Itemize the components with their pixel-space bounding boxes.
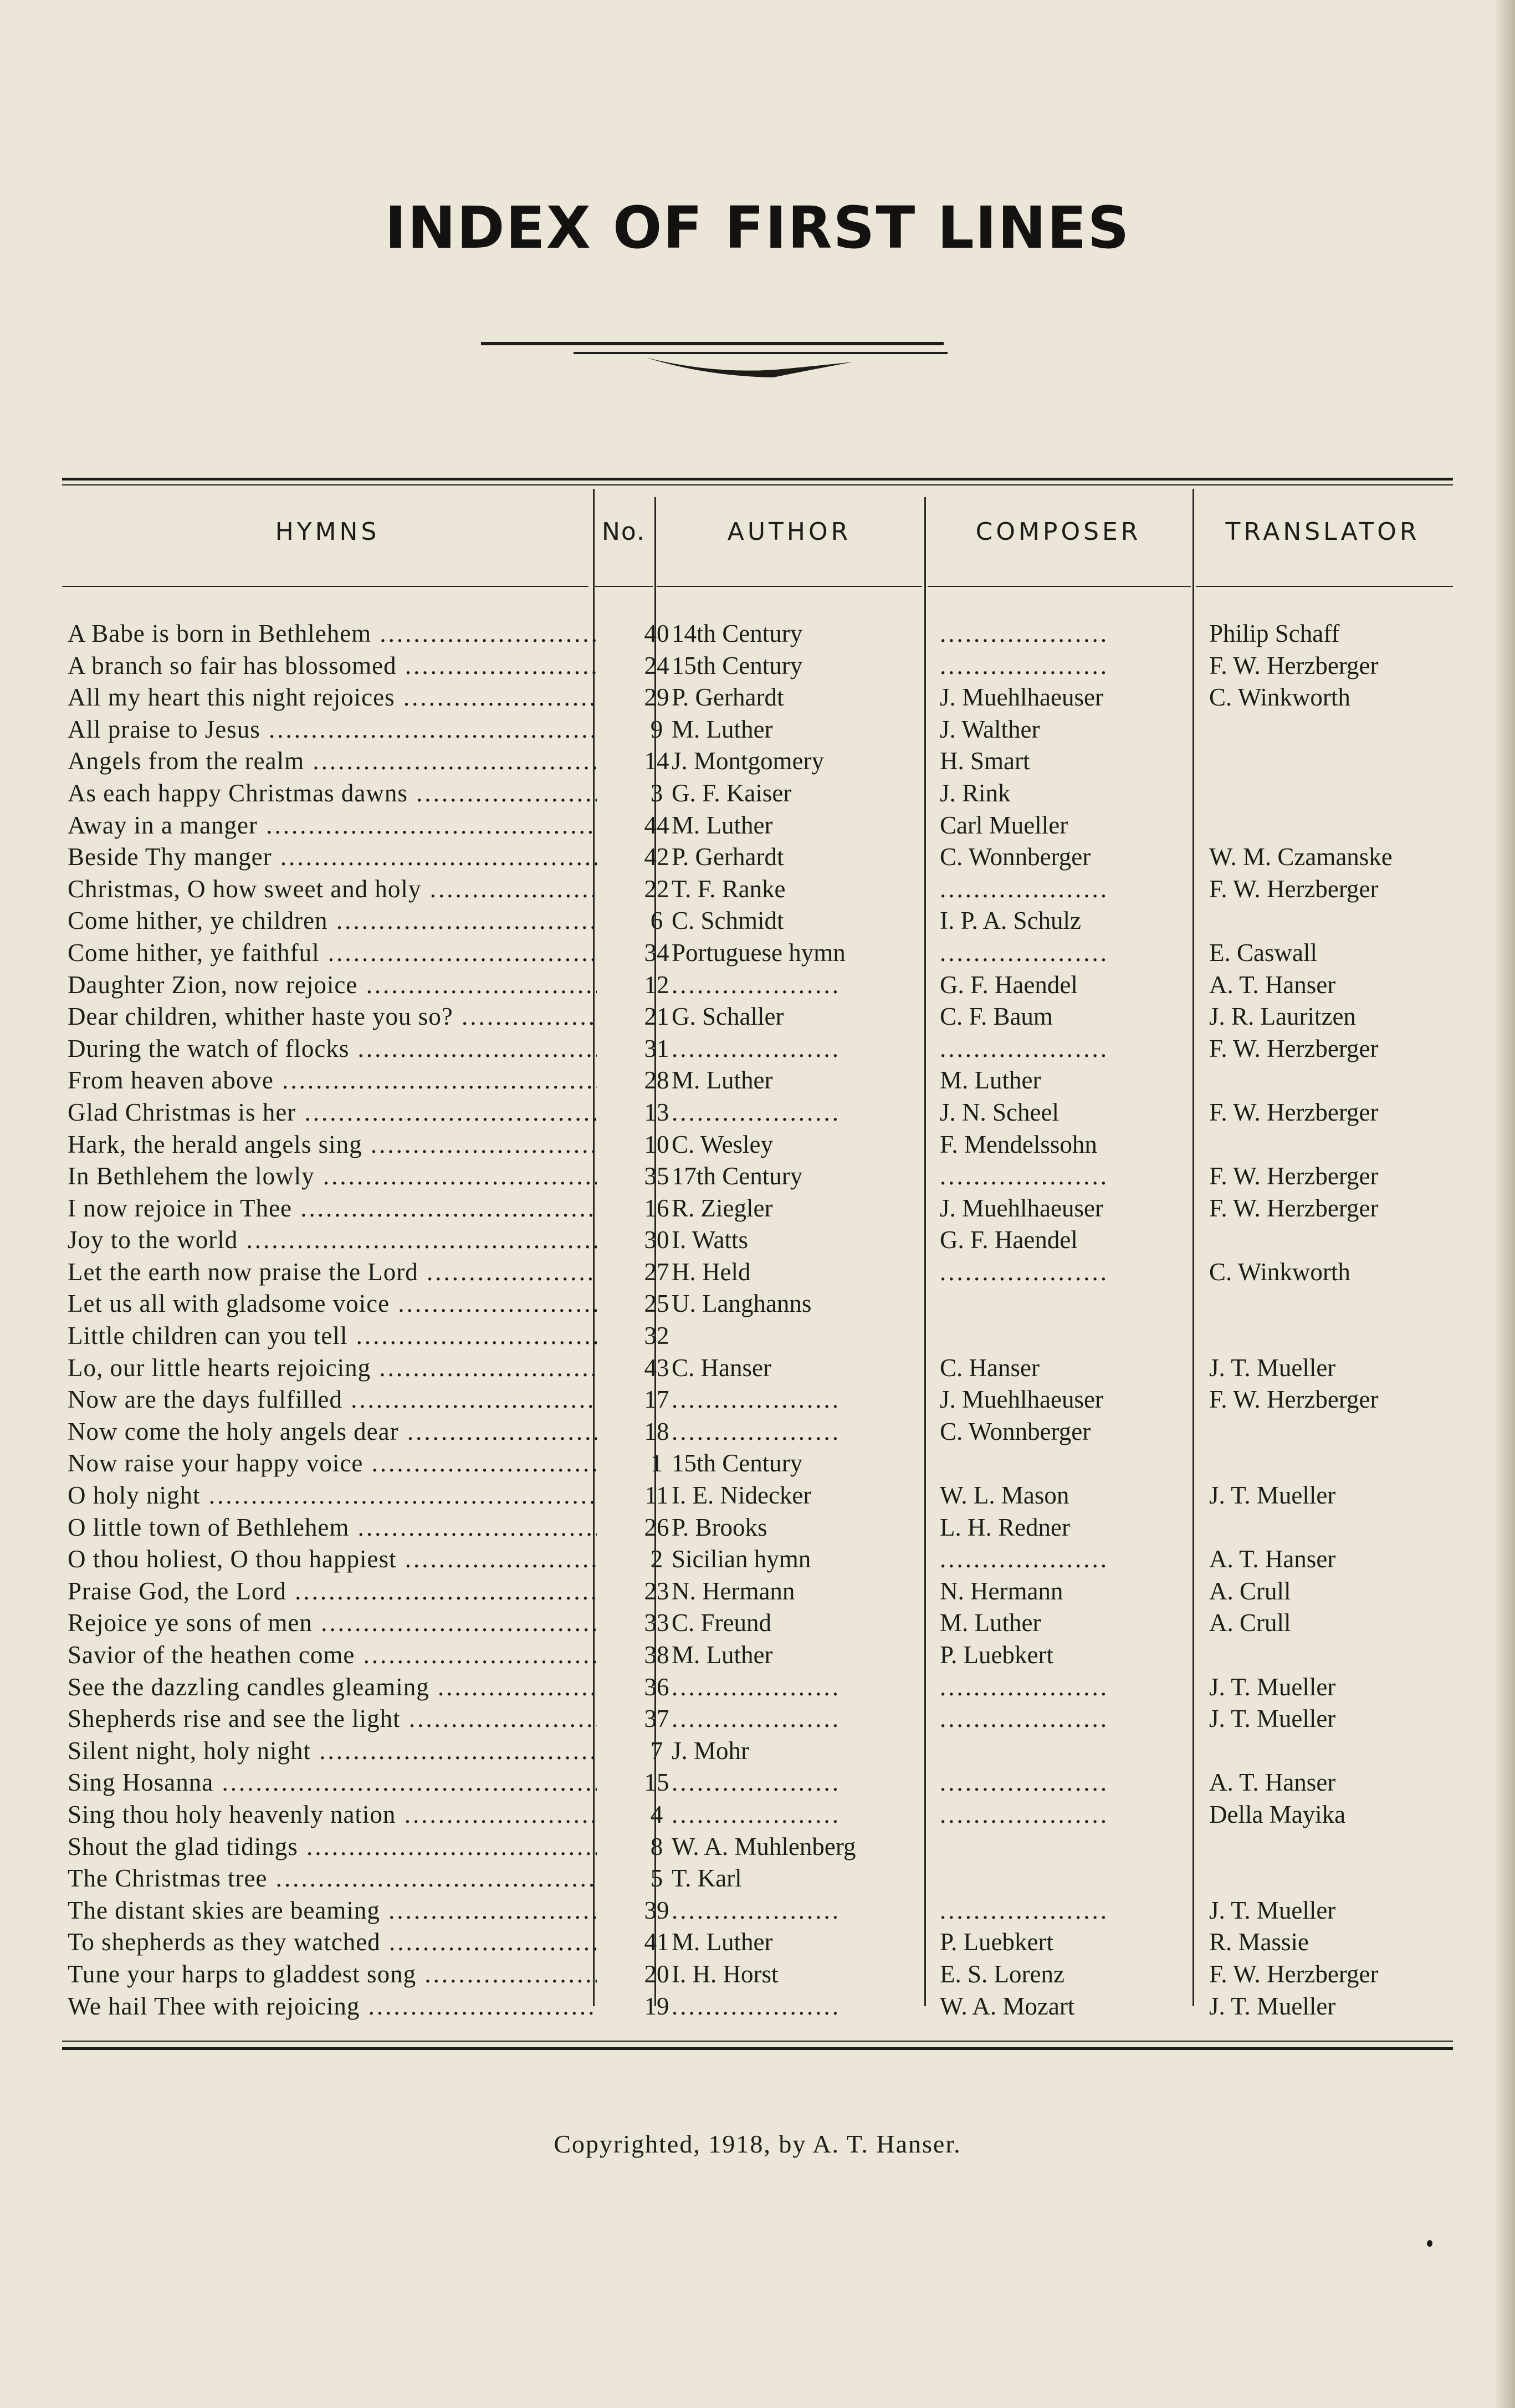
translator-cell: F. W. Herzberger (1209, 1098, 1379, 1126)
hymn-cell: Silent night, holy night ..... (68, 1735, 597, 1767)
table-top-rule (62, 478, 1453, 480)
number-cell: 9 (650, 715, 663, 743)
hymn-cell: The Christmas tree ..... (68, 1863, 597, 1895)
author-cell: .................... (672, 1098, 841, 1126)
hymn-cell: Now are the days fulfilled ..... (68, 1384, 597, 1416)
composer-cell: J. N. Scheel (940, 1098, 1059, 1126)
number-cell: 44 (644, 811, 669, 839)
table-row (62, 1959, 1453, 1991)
composer-cell: J. Rink (940, 779, 1011, 807)
page-title: INDEX OF FIRST LINES (385, 194, 1130, 262)
hymn-cell: In Bethlehem the lowly ..... (68, 1160, 597, 1193)
number-cell: 43 (644, 1353, 669, 1382)
translator-cell: E. Caswall (1209, 938, 1317, 967)
translator-cell: A. Crull (1209, 1609, 1291, 1637)
translator-cell: A. Crull (1209, 1577, 1291, 1605)
table-bottom-rule-thin (62, 2041, 1453, 2042)
hymn-cell: Little children can you tell ..... (68, 1320, 597, 1352)
composer-cell: .................... (940, 1257, 1109, 1286)
author-cell: M. Luther (672, 1066, 773, 1095)
author-cell: N. Hermann (672, 1577, 795, 1605)
author-cell: M. Luther (672, 1928, 773, 1956)
author-cell: 15th Century (672, 651, 803, 679)
composer-cell: .................... (940, 1034, 1109, 1062)
composer-cell: W. L. Mason (940, 1481, 1069, 1510)
hymn-cell: Hark, the herald angels sing ..... (68, 1129, 597, 1161)
table-row (62, 1543, 1453, 1576)
author-cell: C. Wesley (672, 1130, 774, 1158)
number-cell: 24 (644, 651, 669, 679)
author-cell: .................... (672, 1673, 841, 1701)
author-cell: .................... (672, 1034, 841, 1062)
translator-cell: F. W. Herzberger (1209, 1194, 1379, 1222)
table-row (62, 1320, 1453, 1352)
translator-cell: W. M. Czamanske (1209, 843, 1393, 871)
author-cell: .................... (672, 970, 841, 999)
table-bottom-rule (62, 2047, 1453, 2050)
number-cell: 28 (644, 1066, 669, 1095)
composer-cell: N. Hermann (940, 1577, 1063, 1605)
composer-cell: J. Muehlhaeuser (940, 683, 1103, 712)
number-cell: 25 (644, 1290, 669, 1318)
composer-cell: C. F. Baum (940, 1003, 1053, 1031)
author-cell: 17th Century (672, 1162, 803, 1190)
number-cell: 30 (644, 1226, 669, 1254)
number-cell: 42 (644, 843, 669, 871)
number-cell: 41 (644, 1928, 669, 1956)
table-row (62, 1448, 1453, 1480)
translator-cell: F. W. Herzberger (1209, 1034, 1379, 1062)
number-cell: 3 (650, 779, 663, 807)
number-cell: 13 (644, 1098, 669, 1126)
translator-cell: J. T. Mueller (1209, 1673, 1336, 1701)
table-body (62, 618, 1453, 2022)
number-cell: 27 (644, 1257, 669, 1286)
hymn-cell: Savior of the heathen come ..... (68, 1639, 597, 1671)
hymn-cell: Joy to the world ..... (68, 1224, 597, 1256)
composer-cell: .................... (940, 1545, 1109, 1573)
table-row (62, 1097, 1453, 1129)
header-underline (595, 586, 653, 587)
number-cell: 12 (644, 970, 669, 999)
translator-cell: J. T. Mueller (1209, 1896, 1336, 1924)
composer-cell: C. Hanser (940, 1353, 1040, 1382)
author-cell: C. Schmidt (672, 907, 784, 935)
number-cell: 18 (644, 1417, 669, 1445)
number-cell: 4 (650, 1800, 663, 1828)
author-cell: U. Langhanns (672, 1290, 812, 1318)
table-row (62, 1767, 1453, 1799)
table-row (62, 1512, 1453, 1544)
author-cell: C. Hanser (672, 1353, 771, 1382)
author-cell: 15th Century (672, 1449, 803, 1477)
composer-cell: P. Luebkert (940, 1641, 1053, 1669)
author-cell: R. Ziegler (672, 1194, 773, 1222)
table-row (62, 1224, 1453, 1256)
table-row (62, 810, 1453, 842)
author-cell: .................... (672, 1705, 841, 1733)
author-cell: .................... (672, 1800, 841, 1828)
number-cell: 6 (650, 907, 663, 935)
hymn-cell: Come hither, ye children ..... (68, 905, 597, 937)
translator-cell: R. Massie (1209, 1928, 1309, 1956)
hymn-cell: Now come the holy angels dear ..... (68, 1416, 597, 1448)
composer-cell: C. Wonnberger (940, 843, 1091, 871)
hymn-cell: All praise to Jesus ..... (68, 714, 597, 746)
title-rule-lower (574, 352, 948, 354)
hymn-cell: Sing Hosanna ..... (68, 1767, 597, 1799)
composer-cell: W. A. Mozart (940, 1992, 1075, 2020)
title-rule (481, 342, 944, 345)
author-cell: G. Schaller (672, 1003, 784, 1031)
hymn-cell: O little town of Bethlehem ..... (68, 1512, 597, 1544)
composer-cell: G. F. Haendel (940, 1226, 1078, 1254)
table-row (62, 1193, 1453, 1225)
table-row (62, 937, 1453, 969)
table-row (62, 682, 1453, 714)
number-cell: 35 (644, 1162, 669, 1190)
number-cell: 39 (644, 1896, 669, 1924)
header-hymns: HYMNS (275, 518, 380, 546)
table-row (62, 1831, 1453, 1863)
hymn-cell: During the watch of flocks ..... (68, 1033, 597, 1065)
author-cell: .................... (672, 1992, 841, 2020)
translator-cell: Della Mayika (1209, 1800, 1346, 1828)
table-row (62, 1863, 1453, 1895)
table-row (62, 650, 1453, 682)
table-row (62, 745, 1453, 778)
author-cell: .................... (672, 1386, 841, 1414)
number-cell: 26 (644, 1513, 669, 1541)
hymn-cell: Away in a manger ..... (68, 810, 597, 842)
composer-cell: .................... (940, 1800, 1109, 1828)
hymn-cell: Lo, our little hearts rejoicing ..... (68, 1352, 597, 1384)
author-cell: T. Karl (672, 1864, 742, 1893)
composer-cell: .................... (940, 1896, 1109, 1924)
number-cell: 31 (644, 1034, 669, 1062)
table-row (62, 841, 1453, 873)
author-cell: M. Luther (672, 715, 773, 743)
header-underline (1196, 586, 1453, 587)
table-row (62, 905, 1453, 937)
author-cell: W. A. Muhlenberg (672, 1832, 856, 1860)
ornament-flourish (646, 357, 856, 380)
header-author: AUTHOR (727, 518, 852, 546)
table-top-rule-thin (62, 484, 1453, 485)
table-row (62, 1735, 1453, 1767)
composer-cell: M. Luther (940, 1609, 1041, 1637)
composer-cell: .................... (940, 651, 1109, 679)
hymn-cell: Angels from the realm ..... (68, 745, 597, 778)
table-row (62, 1256, 1453, 1289)
author-cell: M. Luther (672, 811, 773, 839)
header-no: No. (601, 518, 646, 546)
hymn-cell: Let us all with gladsome voice ..... (68, 1288, 597, 1320)
hymn-cell: As each happy Christmas dawns ..... (68, 778, 597, 810)
number-cell: 1 (650, 1449, 663, 1477)
composer-cell: Carl Mueller (940, 811, 1068, 839)
number-cell: 19 (644, 1992, 669, 2020)
header-underline (928, 586, 1191, 587)
composer-cell: I. P. A. Schulz (940, 907, 1082, 935)
translator-cell: J. T. Mueller (1209, 1353, 1336, 1382)
hymn-cell: Come hither, ye faithful ..... (68, 937, 597, 969)
table-row (62, 1799, 1453, 1831)
translator-cell: F. W. Herzberger (1209, 1162, 1379, 1190)
table-row (62, 1703, 1453, 1735)
hymn-cell: Beside Thy manger ..... (68, 841, 597, 873)
translator-cell: C. Winkworth (1209, 683, 1350, 712)
ink-speck (1427, 2240, 1432, 2247)
author-cell: .................... (672, 1896, 841, 1924)
author-cell: Portuguese hymn (672, 938, 846, 967)
composer-cell: F. Mendelssohn (940, 1130, 1097, 1158)
number-cell: 2 (650, 1545, 663, 1573)
number-cell: 21 (644, 1003, 669, 1031)
table-row (62, 1033, 1453, 1065)
hymn-cell: O holy night ..... (68, 1480, 597, 1512)
composer-cell: .................... (940, 1705, 1109, 1733)
header-underline (657, 586, 922, 587)
author-cell: M. Luther (672, 1641, 773, 1669)
author-cell: Sicilian hymn (672, 1545, 811, 1573)
hymn-cell: We hail Thee with rejoicing ..... (68, 1991, 597, 2023)
hymn-cell: To shepherds as they watched ..... (68, 1926, 597, 1959)
table-row (62, 1129, 1453, 1161)
page-edge (1496, 0, 1515, 2408)
composer-cell: C. Wonnberger (940, 1417, 1091, 1445)
composer-cell: .................... (940, 1768, 1109, 1797)
translator-cell: Philip Schaff (1209, 620, 1340, 647)
number-cell: 22 (644, 875, 669, 903)
translator-cell: J. T. Mueller (1209, 1705, 1336, 1733)
number-cell: 8 (650, 1832, 663, 1860)
translator-cell: A. T. Hanser (1209, 1768, 1336, 1797)
author-cell: H. Held (672, 1257, 751, 1286)
hymn-cell: Rejoice ye sons of men ..... (68, 1607, 597, 1639)
hymn-cell: Dear children, whither haste you so? ..... (68, 1001, 597, 1033)
table-row (62, 1160, 1453, 1193)
number-cell: 36 (644, 1673, 669, 1701)
hymn-cell: Now raise your happy voice ..... (68, 1448, 597, 1480)
translator-cell: A. T. Hanser (1209, 970, 1336, 999)
number-cell: 40 (644, 620, 669, 647)
table-row (62, 714, 1453, 746)
translator-cell: J. T. Mueller (1209, 1481, 1336, 1510)
composer-cell: M. Luther (940, 1066, 1041, 1095)
author-cell: J. Montgomery (672, 747, 824, 775)
number-cell: 20 (644, 1960, 669, 1988)
number-cell: 29 (644, 683, 669, 712)
header-underline (62, 586, 588, 587)
copyright-notice: Copyrighted, 1918, by A. T. Hanser. (554, 2130, 961, 2158)
hymn-cell: Shepherds rise and see the light ..... (68, 1703, 597, 1735)
number-cell: 10 (644, 1130, 669, 1158)
table-row (62, 778, 1453, 810)
author-cell: I. H. Horst (672, 1960, 779, 1988)
number-cell: 5 (650, 1864, 663, 1893)
table-row (62, 1480, 1453, 1512)
number-cell: 14 (644, 747, 669, 775)
hymn-cell: From heaven above ..... (68, 1065, 597, 1097)
composer-cell: J. Muehlhaeuser (940, 1386, 1103, 1414)
table-row (62, 1065, 1453, 1097)
composer-cell: .................... (940, 1673, 1109, 1701)
number-cell: 38 (644, 1641, 669, 1669)
number-cell: 15 (644, 1768, 669, 1797)
translator-cell: A. T. Hanser (1209, 1545, 1336, 1573)
hymn-cell: Daughter Zion, now rejoice ..... (68, 969, 597, 1001)
index-table (62, 478, 1453, 2052)
table-row (62, 1416, 1453, 1448)
table-row (62, 1384, 1453, 1416)
hymn-cell: O thou holiest, O thou happiest ..... (68, 1543, 597, 1576)
translator-cell: J. R. Lauritzen (1209, 1003, 1356, 1031)
hymn-cell: Glad Christmas is her ..... (68, 1097, 597, 1129)
hymn-cell: Sing thou holy heavenly nation ..... (68, 1799, 597, 1831)
hymn-cell: Praise God, the Lord ..... (68, 1576, 597, 1608)
table-row (62, 1926, 1453, 1959)
hymn-cell: The distant skies are beaming ..... (68, 1895, 597, 1927)
translator-cell: F. W. Herzberger (1209, 875, 1379, 903)
number-cell: 16 (644, 1194, 669, 1222)
composer-cell: E. S. Lorenz (940, 1960, 1064, 1988)
author-cell: I. Watts (672, 1226, 749, 1254)
hymn-cell: A branch so fair has blossomed ..... (68, 650, 597, 682)
hymn-cell: Christmas, O how sweet and holy ..... (68, 873, 597, 906)
table-row (62, 1576, 1453, 1608)
hymn-cell: Tune your harps to gladdest song ..... (68, 1959, 597, 1991)
author-cell: P. Gerhardt (672, 683, 784, 712)
translator-cell: J. T. Mueller (1209, 1992, 1336, 2020)
table-row (62, 1352, 1453, 1384)
translator-cell: F. W. Herzberger (1209, 651, 1379, 679)
table-row (62, 969, 1453, 1001)
table-row (62, 1991, 1453, 2023)
composer-cell: .................... (940, 938, 1109, 967)
author-cell: .................... (672, 1417, 841, 1445)
author-cell: G. F. Kaiser (672, 779, 792, 807)
number-cell: 17 (644, 1386, 669, 1414)
number-cell: 33 (644, 1609, 669, 1637)
hymn-cell: All my heart this night rejoices ..... (68, 682, 597, 714)
author-cell: .................... (672, 1768, 841, 1797)
number-cell: 37 (644, 1705, 669, 1733)
number-cell: 7 (650, 1736, 663, 1765)
composer-cell: P. Luebkert (940, 1928, 1053, 1956)
author-cell: P. Brooks (672, 1513, 767, 1541)
composer-cell: L. H. Redner (940, 1513, 1070, 1541)
hymn-cell: Let the earth now praise the Lord ..... (68, 1256, 597, 1289)
table-row (62, 1639, 1453, 1671)
table-row (62, 1288, 1453, 1320)
table-row (62, 1895, 1453, 1927)
table-row (62, 873, 1453, 906)
composer-cell: J. Muehlhaeuser (940, 1194, 1103, 1222)
table-row (62, 1607, 1453, 1639)
table-row (62, 618, 1453, 650)
header-composer: COMPOSER (975, 518, 1142, 546)
table-row (62, 1671, 1453, 1704)
translator-cell: F. W. Herzberger (1209, 1960, 1379, 1988)
composer-cell: .................... (940, 875, 1109, 903)
translator-cell: C. Winkworth (1209, 1257, 1350, 1286)
hymn-cell: Shout the glad tidings ..... (68, 1831, 597, 1863)
author-cell: I. E. Nidecker (672, 1481, 812, 1510)
author-cell: P. Gerhardt (672, 843, 784, 871)
translator-cell: F. W. Herzberger (1209, 1386, 1379, 1414)
author-cell: 14th Century (672, 620, 803, 647)
number-cell: 34 (644, 938, 669, 967)
hymn-cell: A Babe is born in Bethlehem ..... (68, 618, 597, 650)
table-row (62, 1001, 1453, 1033)
composer-cell: .................... (940, 620, 1109, 647)
hymn-cell: See the dazzling candles gleaming ..... (68, 1671, 597, 1704)
composer-cell: J. Walther (940, 715, 1040, 743)
author-cell: T. F. Ranke (672, 875, 786, 903)
number-cell: 11 (644, 1481, 669, 1510)
author-cell: J. Mohr (672, 1736, 750, 1765)
number-cell: 32 (644, 1322, 669, 1350)
composer-cell: H. Smart (940, 747, 1030, 775)
composer-cell: .................... (940, 1162, 1109, 1190)
composer-cell: G. F. Haendel (940, 970, 1078, 999)
hymn-cell: I now rejoice in Thee ..... (68, 1193, 597, 1225)
author-cell: C. Freund (672, 1609, 771, 1637)
number-cell: 23 (644, 1577, 669, 1605)
header-translator: TRANSLATOR (1225, 518, 1420, 546)
